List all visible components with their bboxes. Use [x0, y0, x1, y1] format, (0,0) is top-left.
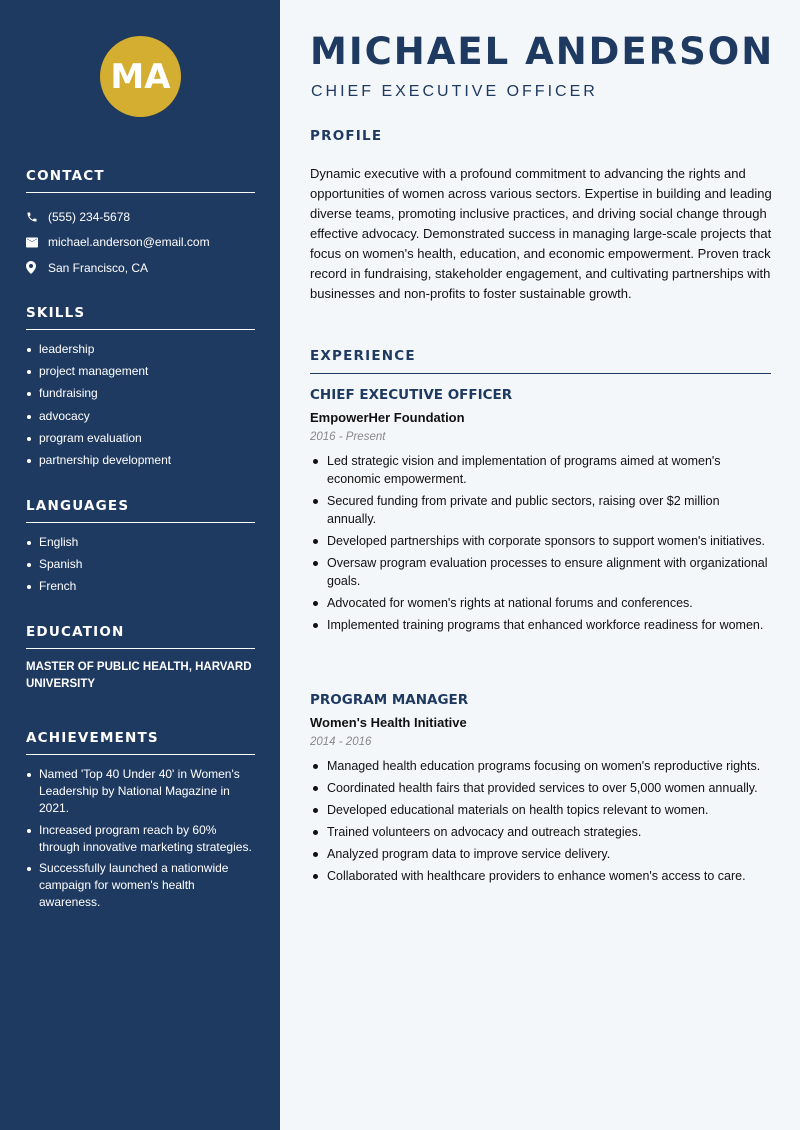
contact-heading: CONTACT	[26, 168, 255, 193]
job-bullet: Advocated for women's rights at national forums and conferences.	[310, 594, 772, 612]
profile-heading: PROFILE	[310, 128, 383, 144]
contact-email[interactable]: michael.anderson@email.com	[48, 235, 210, 250]
phone-icon	[26, 211, 48, 223]
achievement-item: Successfully launched a nationwide campaign for women's health awareness.	[26, 860, 255, 911]
contact-section	[26, 168, 255, 281]
job-entry	[310, 692, 772, 889]
job-bullet: Developed educational materials on health topics relevant to women.	[310, 801, 772, 819]
contact-email-row	[26, 230, 255, 256]
contact-location: San Francisco, CA	[48, 260, 149, 275]
achievement-item: Named 'Top 40 Under 40' in Women's Leadership by National Magazine in 2021.	[26, 766, 255, 817]
skill-item: program evaluation	[26, 430, 255, 447]
languages-section	[26, 498, 255, 601]
location-pin-icon	[26, 261, 48, 274]
skill-item: fundraising	[26, 385, 255, 402]
contact-location-row	[26, 255, 255, 281]
candidate-name: MICHAEL ANDERSON	[310, 30, 775, 73]
job-bullet: Collaborated with healthcare providers to enhance women's access to care.	[310, 867, 772, 885]
job-bullet: Secured funding from private and public sectors, raising over $2 million annually.	[310, 492, 772, 528]
job-dates: 2016 - Present	[310, 431, 386, 443]
language-item: English	[26, 534, 255, 551]
job-bullet: Implemented training programs that enhanced workforce readiness for women.	[310, 616, 772, 634]
skill-item: project management	[26, 363, 255, 380]
education-degree: MASTER OF PUBLIC HEALTH, HARVARD UNIVERSITY	[26, 661, 252, 690]
profile-text: Dynamic executive with a profound commitment to advancing the rights and opportunities of women across various sectors. Expertise in building and leading diverse teams, promoting inclusive practices, and driving social change through effective advocacy. Demonstrated success in managing large-scale projects that focus on women's health, education, and economic empowerment. Proven track record in fundraising, stakeholder engagement, and cultivating partnerships with businesses and non-profits to foster sustainable growth.	[310, 166, 772, 301]
skill-item: partnership development	[26, 452, 255, 469]
job-title: PROGRAM MANAGER	[310, 692, 469, 708]
language-item: Spanish	[26, 556, 255, 573]
job-bullet: Trained volunteers on advocacy and outreach strategies.	[310, 823, 772, 841]
job-entry	[310, 387, 772, 638]
sidebar	[0, 0, 280, 1130]
skills-heading: SKILLS	[26, 305, 255, 330]
skills-list	[26, 341, 255, 469]
languages-list	[26, 534, 255, 595]
candidate-title: CHIEF EXECUTIVE OFFICER	[311, 83, 598, 100]
job-bullet: Analyzed program data to improve service delivery.	[310, 845, 772, 863]
language-item: French	[26, 578, 255, 595]
job-company: EmpowerHer Foundation	[310, 410, 465, 425]
achievements-list	[26, 766, 255, 911]
avatar-initials: MA	[100, 36, 181, 117]
achievements-section	[26, 730, 255, 916]
job-bullet: Oversaw program evaluation processes to ensure alignment with organizational goals.	[310, 554, 772, 590]
education-section	[26, 624, 255, 693]
job-bullets	[310, 452, 772, 634]
achievement-item: Increased program reach by 60% through innovative marketing strategies.	[26, 822, 255, 856]
job-dates: 2014 - 2016	[310, 736, 372, 748]
contact-phone-row	[26, 204, 255, 230]
languages-heading: LANGUAGES	[26, 498, 255, 523]
job-bullet: Led strategic vision and implementation of programs aimed at women's economic empowerment.	[310, 452, 772, 488]
skill-item: advocacy	[26, 408, 255, 425]
experience-heading: EXPERIENCE	[310, 348, 771, 374]
skill-item: leadership	[26, 341, 255, 358]
job-bullets	[310, 757, 772, 885]
skills-section	[26, 305, 255, 474]
job-company: Women's Health Initiative	[310, 715, 467, 730]
job-bullet: Developed partnerships with corporate sponsors to support women's initiatives.	[310, 532, 772, 550]
achievements-heading: ACHIEVEMENTS	[26, 730, 255, 755]
job-bullet: Coordinated health fairs that provided services to over 5,000 women annually.	[310, 779, 772, 797]
job-title: CHIEF EXECUTIVE OFFICER	[310, 387, 513, 403]
education-heading: EDUCATION	[26, 624, 255, 649]
job-bullet: Managed health education programs focusing on women's reproductive rights.	[310, 757, 772, 775]
contact-phone: (555) 234-5678	[48, 209, 131, 224]
email-icon	[26, 237, 48, 248]
